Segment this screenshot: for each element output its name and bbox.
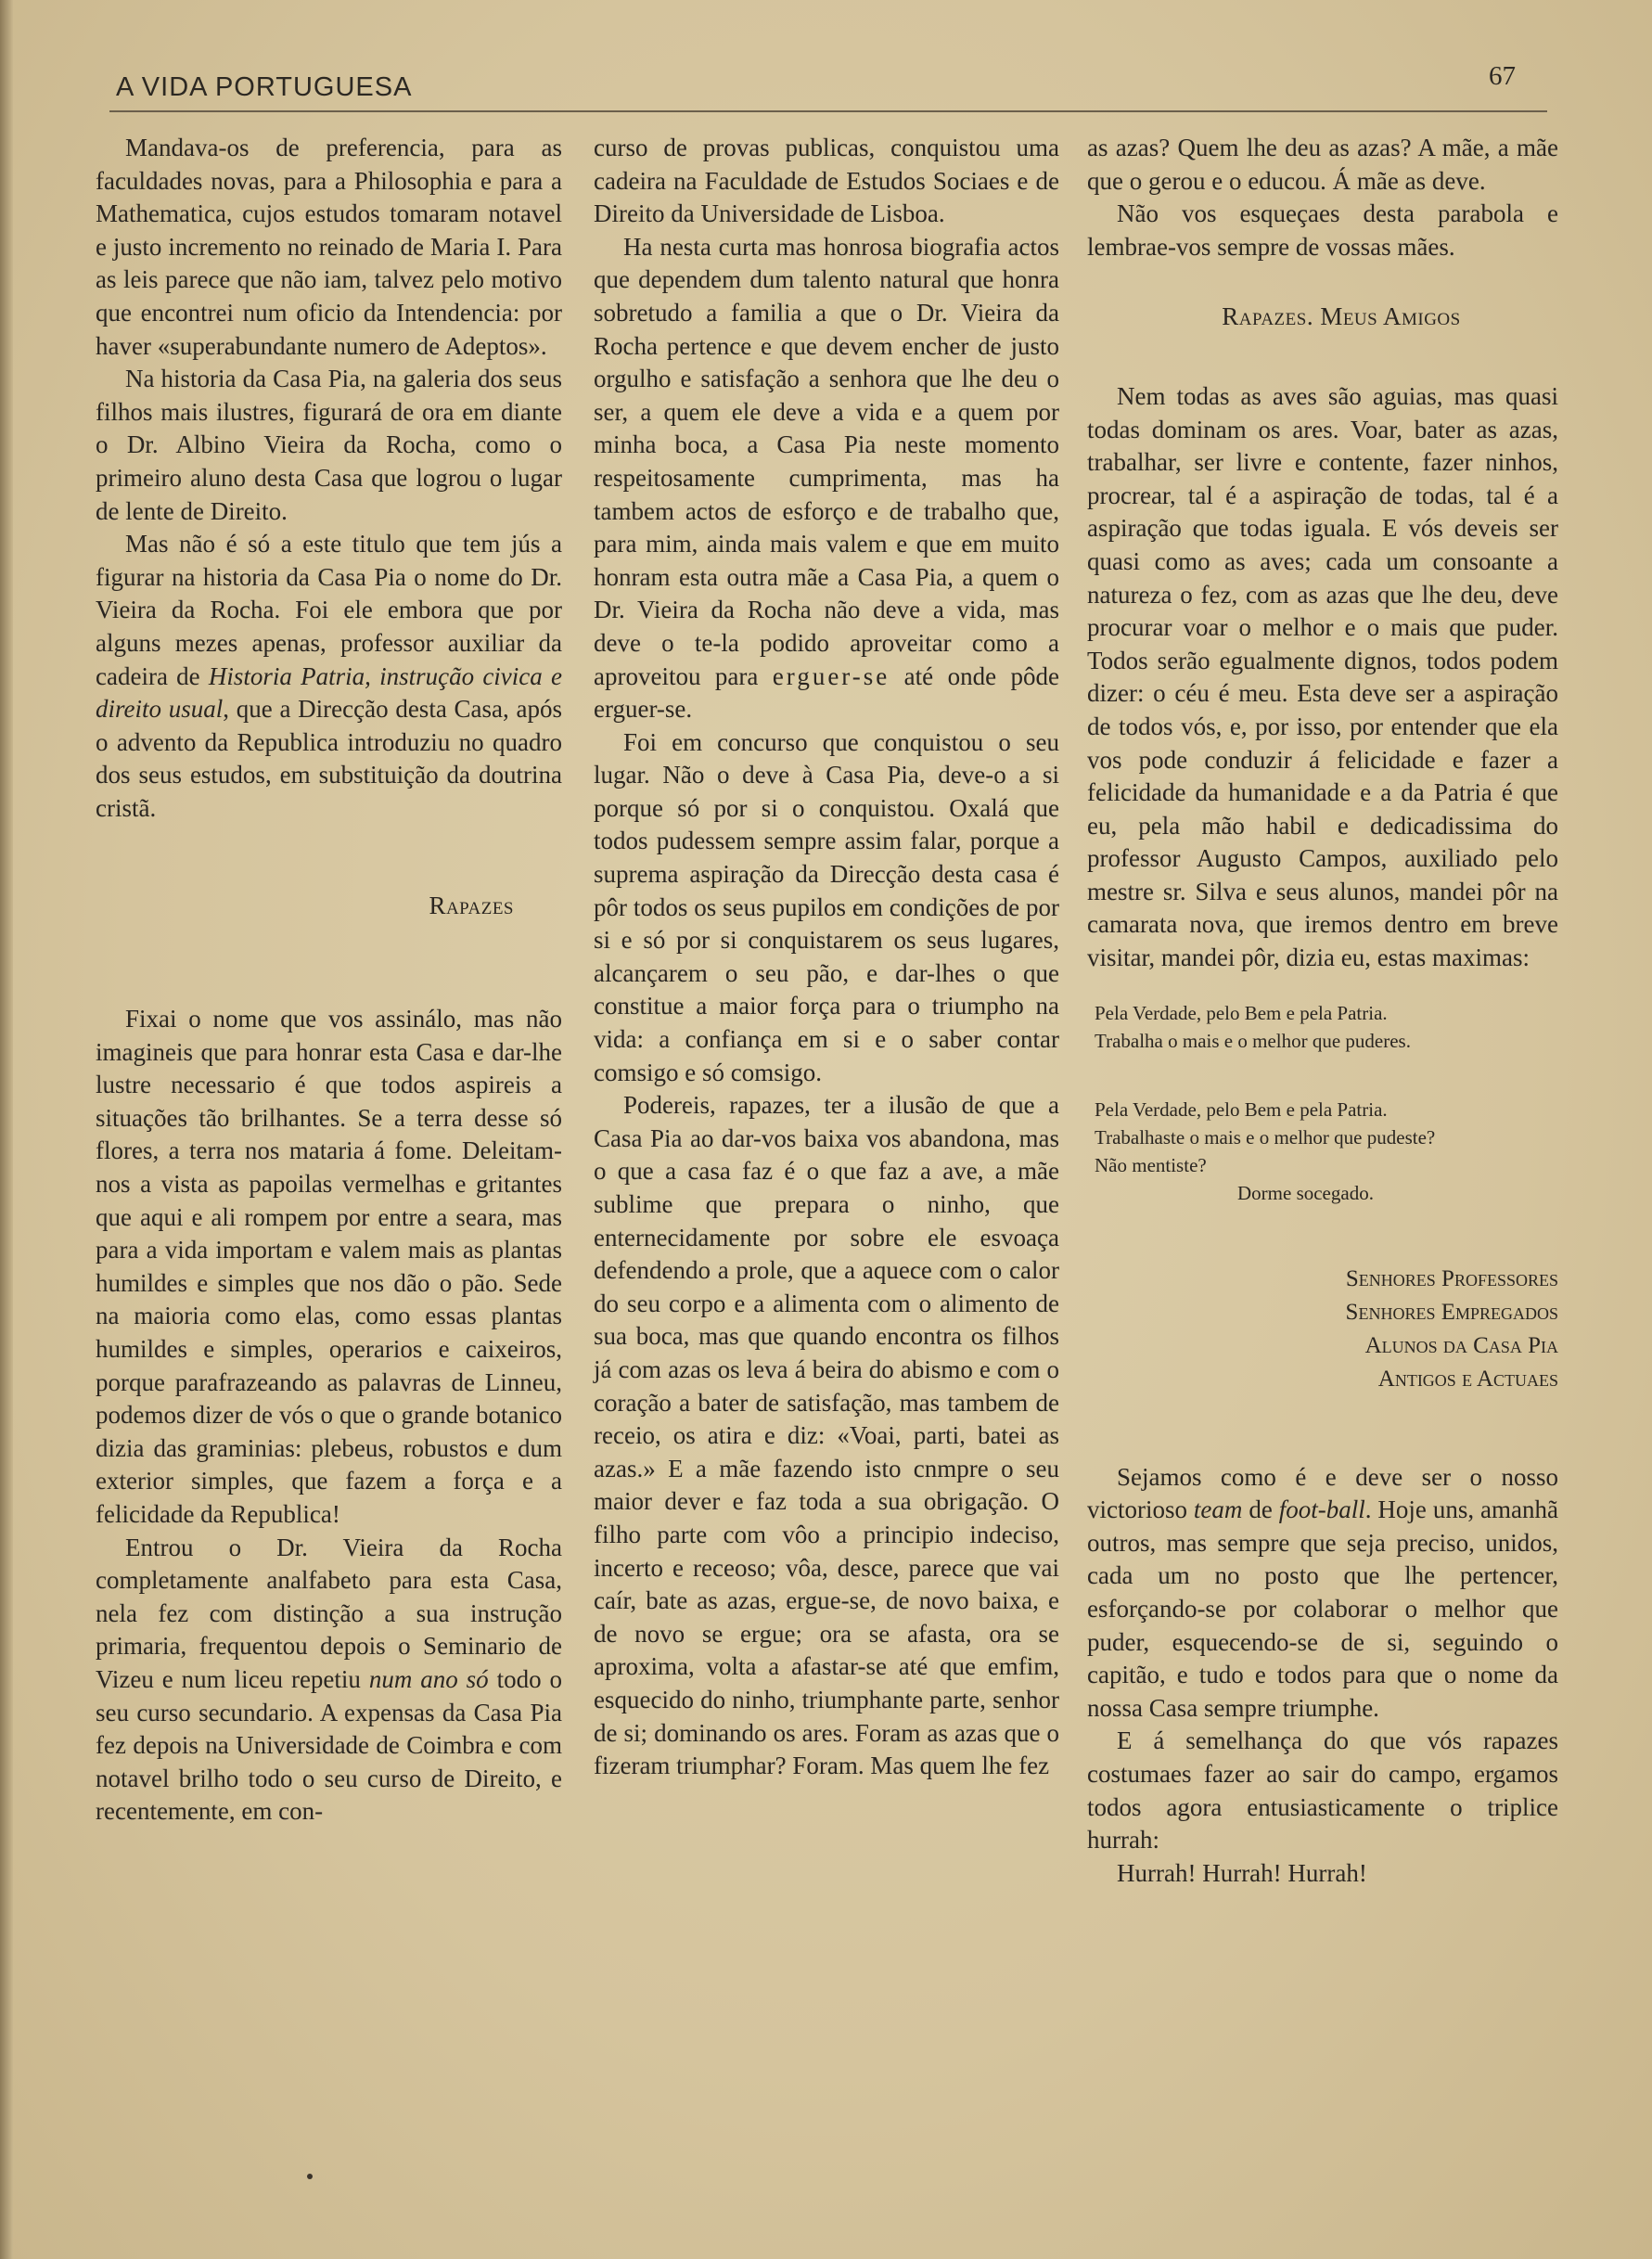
page-edge-shadow	[0, 0, 13, 2259]
maxim-line: Trabalhaste o mais e o melhor que pudeste?	[1095, 1125, 1436, 1149]
spacer	[1087, 1055, 1558, 1083]
text-run: . Hoje uns, amanhã outros, mas sempre que seja preciso, unidos, cada um no posto que lhe pertencer, esforçando-se por colaborar o melhor que puder, esquecendo-se de si, seguindo o capitão, e tudo e todos para que o nome da nossa Casa sempre triumphe.	[1087, 1495, 1558, 1722]
running-title: A VIDA PORTUGUESA	[116, 72, 413, 102]
paragraph: E á semelhança do que vós rapazes costumaes fazer ao sair do campo, ergamos todos agora entusiasticamente o triplice hurrah:	[1087, 1726, 1558, 1855]
text-run: Entrou o Dr. Vieira da Rocha completamente analfabeto para esta Casa, nela fez com distinção a sua instrução primaria, frequentou depois o Seminario de Vizeu e num liceu repetiu	[96, 1533, 562, 1693]
paragraph: as azas? Quem lhe deu as azas? A mãe, a mãe que o gerou e o educou. Á mãe as deve.	[1087, 134, 1558, 195]
address-line: Senhores Professores	[1345, 1265, 1558, 1291]
paragraph	[96, 528, 562, 825]
italic-text: Historia Patria, instrução civica e direito usual	[96, 661, 562, 724]
maxim-line: Pela Verdade, pelo Bem e pela Patria.	[1095, 1001, 1388, 1024]
maxim-closing: Dorme socegado.	[1237, 1181, 1374, 1204]
italic-text: num ano só	[368, 1664, 489, 1693]
paragraph: Podereis, rapazes, ter a ilusão de que a Casa Pia ao dar-vos baixa vos abandona, mas o que a casa faz é o que faz a ave, a mãe sublime que prepara o ninho, que enternecidamente por sobre ele esvoaça defendendo a prole, que a aquece com o calor do seu corpo e a alimenta com o alimento de sua boca, mas que quando encontra os filhos já com azas os leva á beira do abismo e com o coração a bater de satisfação, mas tambem de receio, os atira e diz: «Voai, parti, batei as azas.» E a mãe fazendo isto cnmpre o seu maior dever e faz toda a sua obrigação. O filho parte com vôo a principio indeciso, incerto e receoso; vôa, desce, parece que vai caír, bate as azas, ergue-se, de novo baixa, e de novo se ergue; ora se afasta, ora se aproxima, volta a afastar-se até que emfim, esquecido do ninho, triumphante parte, senhor de si; dominando os ares. Foram as azas que o fizeram triumphar? Foram. Mas quem lhe fez	[594, 1091, 1059, 1780]
paragraph: Na historia da Casa Pia, na galeria dos seus filhos mais ilustres, figurará de ora em diante o Dr. Albino Vieira da Rocha, como o primeiro aluno desta Casa que logrou o lugar de lente de Direito.	[96, 365, 562, 525]
maxim-line: Não mentiste?	[1095, 1153, 1207, 1176]
text-run: Ha nesta curta mas honrosa biografia actos que dependem dum talento natural que honra sobretudo a familia a que o Dr. Vieira da Rocha pertence e que devem encher de justo orgulho e satisfação a senhora que lhe deu o ser, a quem ele deve a vida e a quem por minha boca, a Casa Pia neste momento respeitosamente cumprimenta, mas ha tambem actos de esforço e de trabalho que, para mim, ainda mais valem e que em muito honram esta outra mãe a Casa Pia, a quem o Dr. Vieira da Rocha não deve a vida, mas deve o te-la podido aproveitar como a aproveitou para	[594, 232, 1059, 690]
paragraph	[1087, 1461, 1558, 1726]
italic-text: foot-ball	[1278, 1495, 1365, 1524]
paragraph: Foi em concurso que conquistou o seu lugar. Não o deve à Casa Pia, deve-o a si porque só por si o conquistou. Oxalá que todos pudessem sempre assim falar, porque a suprema aspiração da Direcção desta casa é pôr todos os seus pupilos em condições de por si e só por si conquistarem os seus lugares, alcançarem o seu pão, e dar-lhes o que constitue a maior força para o triumpho na vida: a confiança em si e o saber contar comsigo e só comsigo.	[594, 727, 1059, 1086]
ink-speck	[307, 2174, 313, 2179]
letterspaced-text: erguer-se	[772, 661, 890, 690]
section-heading: Rapazes	[429, 892, 514, 920]
paragraph: Nem todas as aves são aguias, mas quasi todas dominam os ares. Voar, bater as azas, trabalhar, ser livre e contente, fazer ninhos, procrear, tal é a aspiração de todas, tal é a aspiração que todas iguala. E vós deveis ser quasi como as aves; cada um consoante a natureza o fez, com as azas que lhe deu, deve procurar voar o melhor e o mais que puder. Todos serão egualmente dignos, todos podem dizer: o céu é meu. Esta deve ser a aspiração de todos vós, e, por isso, por entender que ela vos pode conduzir á felicidade e fazer a felicidade da humanidade e a da Patria é que eu, pela mão habil e dedicadissima do professor Augusto Campos, auxiliado pelo mestre sr. Silva e seus alunos, mandei pôr na camarata nova, que iremos dentro em breve visitar, mandei pôr, dizia eu, estas maximas:	[1087, 381, 1558, 972]
text-run: até onde pôde erguer-se.	[594, 661, 1060, 724]
maxim-block-1	[1087, 999, 1558, 1055]
text-run: , que a Direcção desta Casa, após o advento da Republica introduziu no quadro dos seus estudos, em substituição da doutrina cristã.	[96, 695, 562, 822]
maxim-block-2	[1087, 1096, 1558, 1207]
maxim-line: Pela Verdade, pelo Bem e pela Patria.	[1095, 1097, 1388, 1121]
section-heading: Rapazes. Meus Amigos	[1222, 302, 1461, 331]
header-rule	[109, 110, 1547, 112]
paragraph	[96, 1532, 562, 1829]
paragraph: Não vos esqueçaes desta parabola e lembrae-vos sempre de vossas mães.	[1087, 199, 1558, 261]
text-column-2	[594, 132, 1059, 1783]
text-run: Sejamos como é e deve ser o nosso victorioso	[1087, 1462, 1558, 1524]
text-column-3	[1087, 132, 1558, 1890]
text-column-1	[96, 132, 562, 1829]
paragraph: curso de provas publicas, conquistou uma cadeira na Faculdade de Estudos Sociaes e de Direito da Universidade de Lisboa.	[594, 134, 1059, 228]
text-run: Mas não é só a este titulo que tem jús a figurar na historia da Casa Pia o nome do Dr. Vieira da Rocha. Foi ele embora que por alguns mezes apenas, professor auxiliar da cadeira de	[96, 530, 562, 690]
paragraph	[594, 231, 1059, 726]
address-line: Antigos e Actuaes	[1377, 1366, 1558, 1392]
paragraph: Mandava-os de preferencia, para as faculdades novas, para a Philosophia e para a Mathematica, cujos estudos tomaram notavel e justo incremento no reinado de Maria I. Para as leis parece que não iam, talvez pelo motivo que encontrei num oficio da Intendencia: por haver «superabundante numero de Adeptos».	[96, 134, 562, 360]
address-line: Senhores Empregados	[1345, 1299, 1558, 1325]
paragraph: Fixai o nome que vos assinálo, mas não imagineis que para honrar esta Casa e dar-lhe lustre necessario é que todos aspireis a situações tão brilhantes. Se a terra desse só flores, a terra nos mataria á fome. Deleitam-nos a vista as papoilas vermelhas e gritantes que aqui e ali rompem por entre a seara, mas para a vida importam e valem mais as plantas humildes e simples que nos dão o pão. Sede na maioria como elas, como essas plantas humildes e simples, operarios e caixeiros, porque parafrazeando as palavras de Linneu, podemos dizer de vós o que o grande botanico dizia das graminias: plebeus, robustos e dum exterior simples, que fazem a força e a felicidade da Republica!	[96, 1005, 562, 1528]
address-block	[1087, 1263, 1558, 1396]
italic-text: team	[1193, 1495, 1243, 1524]
text-run: todo o seu curso secundario. A expensas da Casa Pia fez depois na Universidade de Coimbra e com notavel brilho todo o seu curso de Direito, e recentemente, em con-	[96, 1664, 562, 1826]
address-line: Alunos da Casa Pia	[1364, 1332, 1558, 1358]
text-run: de	[1242, 1495, 1279, 1524]
closing-cheer: Hurrah! Hurrah! Hurrah!	[1117, 1858, 1367, 1887]
page-number: 67	[1489, 61, 1516, 91]
maxim-line: Trabalha o mais e o melhor que puderes.	[1095, 1029, 1411, 1052]
